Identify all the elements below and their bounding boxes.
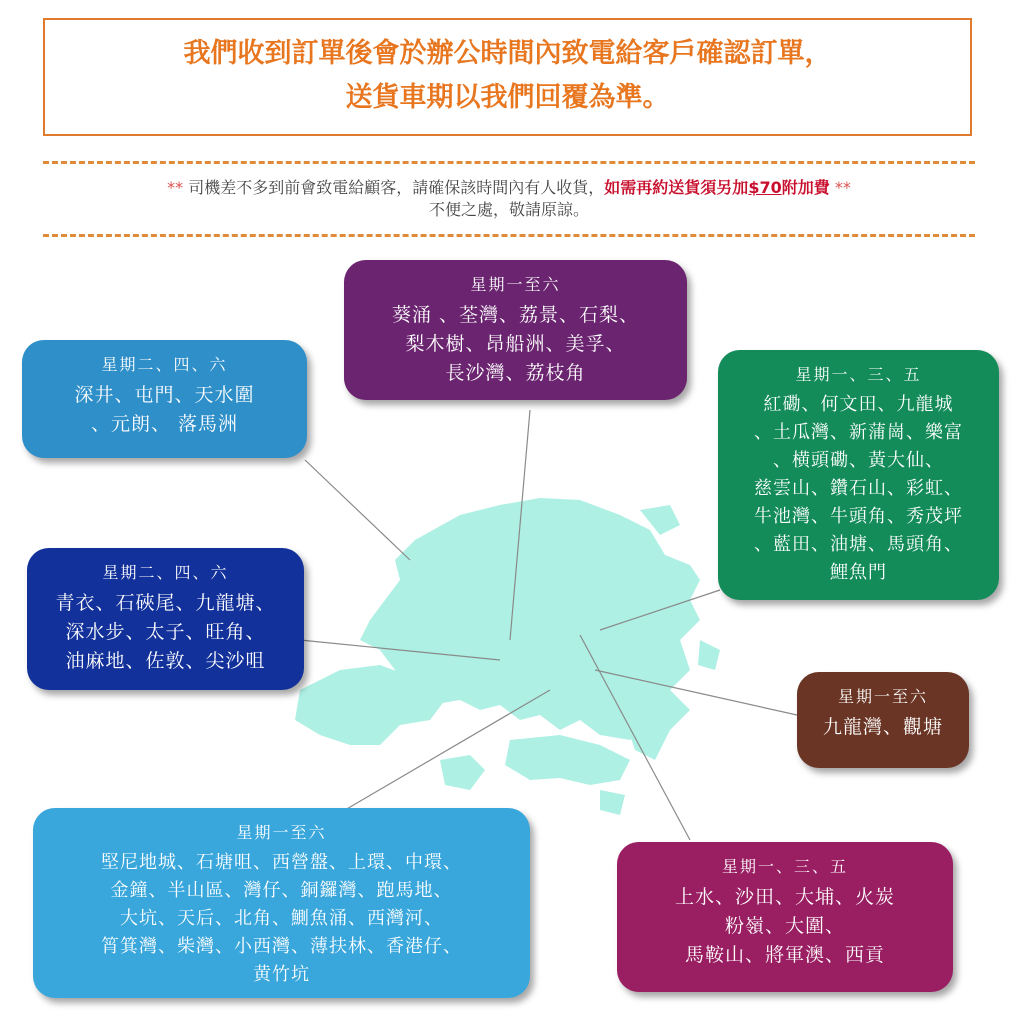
note-suffix: **: [829, 178, 851, 197]
area-line: 、土瓜灣、新蒲崗、樂富: [754, 422, 963, 443]
area-line: 紅磡、何文田、九龍城: [763, 394, 954, 415]
delivery-days: 星期一、三、五: [721, 857, 848, 876]
area-line: 牛池灣、牛頭角、秀茂坪: [754, 506, 963, 527]
delivery-days: 星期一至六: [236, 823, 327, 842]
area-list: [797, 713, 969, 742]
area-line: 、藍田、油塘、馬頭角、: [754, 534, 963, 555]
area-list: [617, 883, 953, 970]
area-line: 、元朗、 落馬洲: [90, 413, 239, 435]
area-list: [718, 391, 999, 587]
area-list: [344, 301, 687, 388]
note-text-2: 如需: [604, 178, 637, 197]
region-card-green: [718, 350, 999, 600]
area-line: 粉嶺、大圍、: [724, 915, 845, 937]
region-card-purple: [344, 260, 687, 400]
area-line: 馬鞍山、將軍澳、西貢: [684, 944, 885, 966]
note-prefix: **: [167, 178, 189, 197]
note-price: $70: [748, 178, 782, 197]
region-card-navy: [27, 548, 304, 690]
note-red-1: 再約送貨須另加: [636, 178, 749, 197]
area-line: 鯉魚門: [830, 562, 887, 583]
note-line-2: 不便之處，敬請原諒。: [428, 200, 589, 219]
note-red-2: 附加費: [781, 178, 830, 197]
area-list: [27, 589, 304, 676]
area-line: 黄竹坑: [253, 964, 310, 985]
area-line: 、横頭磡、黃大仙、: [773, 450, 944, 471]
delivery-days: 星期二、四、六: [102, 563, 229, 582]
area-line: 青衣、石硤尾、九龍塘、: [55, 592, 276, 614]
delivery-days: 星期一至六: [837, 687, 928, 706]
area-line: 大坑、天后、北角、鰂魚涌、西灣河、: [120, 908, 443, 929]
delivery-days: 星期一至六: [470, 275, 561, 294]
area-list: [33, 849, 530, 989]
region-card-brown: [797, 672, 969, 768]
area-line: 九龍灣、觀塘: [822, 716, 943, 738]
delivery-days: 星期二、四、六: [101, 355, 228, 374]
region-card-lightblue: [22, 340, 307, 458]
note-text-1: 司機差不多到前會致電給顧客，請確保該時間內有人收貨，: [188, 178, 605, 197]
area-line: 油麻地、佐敦、尖沙咀: [65, 650, 266, 672]
area-line: 慈雲山、鑽石山、彩虹、: [754, 478, 963, 499]
area-line: 上水、沙田、大埔、火炭: [674, 886, 895, 908]
area-list: [22, 381, 307, 439]
area-line: 筲箕灣、柴灣、小西灣、薄扶林、香港仔、: [101, 936, 462, 957]
area-line: 梨木樹、昂船洲、美孚、: [405, 333, 626, 355]
area-line: 金鐘、半山區、灣仔、銅鑼灣、跑馬地、: [110, 880, 453, 901]
notice-line-1: 我們收到訂單後會於辦公時間內致電給客戶確認訂單，: [183, 38, 832, 69]
hk-landmass: [295, 498, 720, 815]
area-line: 深水步、太子、旺角、: [65, 621, 266, 643]
area-line: 深井、屯門、天水圍: [74, 384, 255, 406]
area-line: 葵涌 、荃灣、荔景、石梨、: [391, 304, 640, 326]
region-card-skyblue: [33, 808, 530, 998]
region-card-magenta: [617, 842, 953, 992]
delivery-days: 星期一、三、五: [795, 365, 922, 384]
area-line: 長沙灣、荔枝角: [445, 362, 586, 384]
notice-line-2: 送貨車期以我們回覆為準。: [345, 82, 670, 113]
area-line: 堅尼地城、石塘咀、西營盤、上環、中環、: [101, 852, 462, 873]
